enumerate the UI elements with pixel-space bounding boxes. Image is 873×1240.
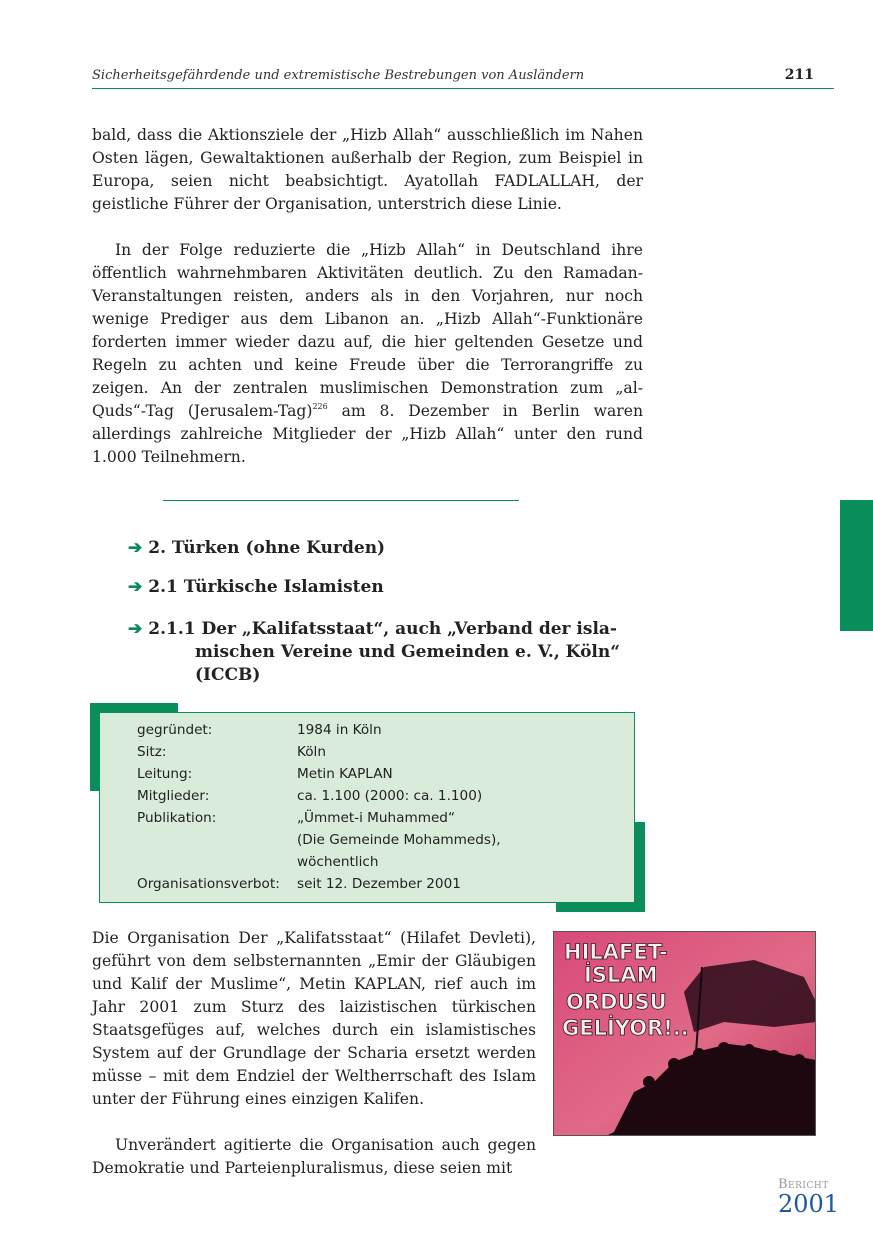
poster-text-line1: HILAFET- [564,940,668,964]
info-row-publication-cont [137,829,617,851]
heading-kalifatsstaat-number: 2.1.1 [148,619,196,639]
paragraph-2-text-a: In der Folge reduzierte die „Hizb Allah“ in Deutschland ihre öffentlich wahrnehmbaren Aktivitäten deutlich. Zu den Ramadan-Veranstaltungen reisten, anders als in den Vorjahren, nur noch wenige Prediger aus dem Libanon an. „Hizb Allah“-Funktionäre forderten immer wieder dazu auf, die hier geltenden Gesetze und Regeln zu achten und keine Freude über die Terrorangriffe zu zeigen. An der zentralen muslimischen Demonstration zum „al-Quds“-Tag (Jerusalem-Tag) [92,241,643,420]
info-value: ca. 1.100 (2000: ca. 1.100) [297,788,483,804]
poster-image [554,932,816,1136]
heading-kalifatsstaat [128,618,620,687]
paragraph-3: Die Organisation Der „Kalifatsstaat“ (Hilafet Devleti), geführt von dem selbsternannten „Emir der Gläubigen und Kalif der Muslime“, Metin KAPLAN, rief auch im Jahr 2001 zum Sturz des laizistischen türkischen Staatsgefüges auf, welches durch ein islamistisches System auf der Grundlage der Scharia ersetzt werden müsse – mit dem Endziel der Weltherrschaft des Islam unter der Führung eines einzigen Kalifen. [92,929,536,1108]
logo-word: Bericht [778,1177,829,1192]
info-label: Organisationsverbot: [137,876,280,892]
bericht-2001-logo [778,1178,839,1216]
heading-kalifatsstaat-line3: (ICCB) [195,665,261,685]
info-value: 1984 in Köln [297,722,382,738]
info-row-ban [137,873,617,895]
heading-islamisten-text: 2.1 Türkische Islamisten [148,577,384,597]
info-row-publication-freq [137,851,617,873]
info-value: Metin KAPLAN [297,766,393,782]
footnote-marker: 226 [312,402,328,411]
paragraph-4 [92,1134,536,1180]
info-row-founded [137,719,617,741]
info-label: gegründet: [137,722,213,738]
info-value: Köln [297,744,326,760]
heading-turken [128,537,385,560]
poster-text-line3: ORDUSU [566,990,667,1014]
organisation-info-box [99,712,635,903]
paragraph-2-text-b: am 8. Dezember in Berlin waren allerdings zahlreiche Mitglieder der „Hizb Allah“ unter den rund 1.000 Teilnehmern. [92,402,643,466]
info-label: Sitz: [137,744,167,760]
poster-text-line2: İSLAM [584,963,658,987]
page-number: 211 [784,67,814,83]
heading-islamisten [128,576,384,599]
info-label: Publikation: [137,810,217,826]
info-value: (Die Gemeinde Mohammeds), [297,832,501,848]
info-row-leadership [137,763,617,785]
info-value: wöchentlich [297,854,379,870]
propaganda-poster-photo [553,931,816,1136]
paragraph-4-text: Unverändert agitierte die Organisation auch gegen Demokratie und Parteienpluralismus, diese seien mit [92,1136,536,1177]
info-row-seat [137,741,617,763]
header-title: Sicherheitsgefährdende und extremistische Bestrebungen von Ausländern [92,68,585,83]
section-divider [163,500,519,501]
arrow-icon: ➔ [128,538,143,558]
info-row-publication [137,807,617,829]
logo-year: 2001 [778,1190,840,1218]
info-value: „Ümmet-i Muhammed“ [297,810,455,826]
heading-kalifatsstaat-line2: mischen Vereine und Gemeinden e. V., Köln“ [195,642,621,662]
heading-kalifatsstaat-line1: Der „Kalifatsstaat“, auch „Verband der isla- [201,619,617,639]
poster-text-line4: GELİYOR!.. [562,1016,689,1040]
info-row-members [137,785,617,807]
paragraph-2 [92,239,643,469]
info-label: Leitung: [137,766,193,782]
running-header [92,66,834,89]
arrow-icon: ➔ [128,619,143,639]
chapter-side-tab [840,500,873,631]
heading-turken-text: 2. Türken (ohne Kurden) [148,538,386,558]
arrow-icon: ➔ [128,577,143,597]
info-value: seit 12. Dezember 2001 [297,876,461,892]
info-label: Mitglieder: [137,788,210,804]
paragraph-1: bald, dass die Aktionsziele der „Hizb Allah“ ausschließlich im Nahen Osten lägen, Gewaltaktionen außerhalb der Region, zum Beispiel in Europa, seien nicht beabsichtigt. Ayatollah FADLALLAH, der geistliche Führer der Organisation, unterstrich diese Linie. [92,126,643,213]
